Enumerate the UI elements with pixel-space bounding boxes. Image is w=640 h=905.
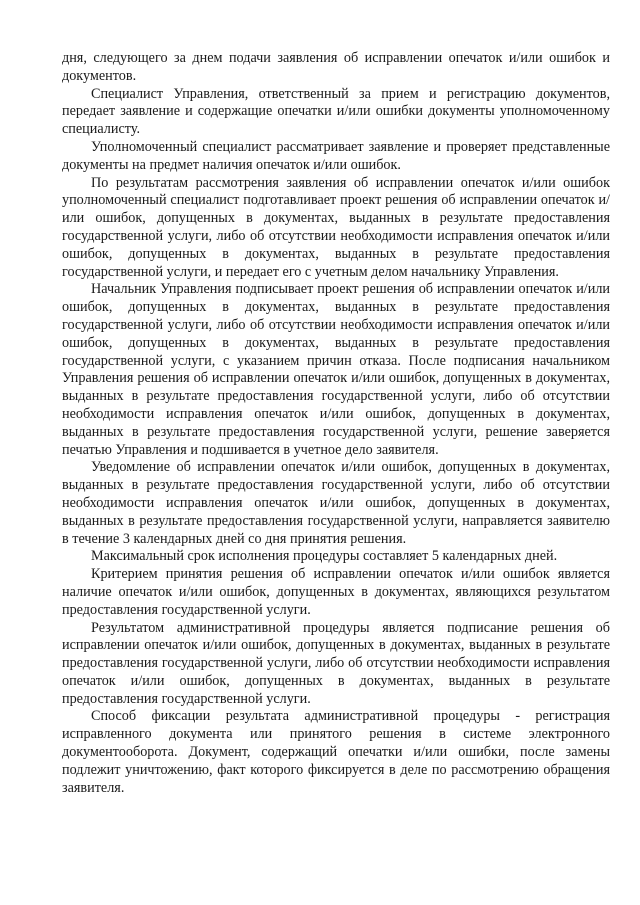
document-page [62, 50, 610, 797]
paragraph-continuation: дня, следующего за днем подачи заявления об исправлении опечаток и/или ошибок и документов. [62, 50, 610, 84]
paragraph-notification: Уведомление об исправлении опечаток и/или ошибок, допущенных в документах, выданных в результате предоставления государственной услуги, либо об отсутствии необходимости исправления опечаток и/или ошибок, допущенных в документах, выданных в результате предоставления государственной услуги, направляется заявителю в течение 3 календарных дней со дня принятия решения. [62, 459, 610, 547]
paragraph-review: Уполномоченный специалист рассматривает заявление и проверяет представленные документы на предмет наличия опечаток и/или ошибок. [62, 138, 610, 173]
paragraph-result: Результатом административной процедуры является подписание решения об исправлении опечаток и/или ошибок, допущенных в документах, выданных в результате предоставления государственной услуги, либо об отсутствии необходимости исправления опечаток и/или ошибок, допущенных в документах, выданных в результате предоставления государственной услуги. [62, 619, 610, 707]
paragraph-draft-decision: По результатам рассмотрения заявления об исправлении опечаток и/или ошибок уполномоченный специалист подготавливает проект решения об исправлении опечаток и/или ошибок, допущенных в документах, выданных в результате предоставления государственной услуги, либо об отсутствии необходимости исправления опечаток и/или ошибок, допущенных в документах, выданных в результате предоставления государственной услуги, и передает его с учетным делом начальнику Управления. [62, 174, 610, 280]
paragraph-criterion: Критерием принятия решения об исправлении опечаток и/или ошибок является наличие опечаток и/или ошибок, допущенных в документах, являющихся результатом предоставления государственной услуги. [62, 566, 610, 618]
paragraph-fixation-method: Способ фиксации результата административной процедуры - регистрация исправленного документа или принятого решения в системе электронного документооборота. Документ, содержащий опечатки и/или ошибки, после замены подлежит уничтожению, факт которого фиксируется в деле по рассмотрению обращения заявителя. [62, 708, 610, 796]
paragraph-max-term: Максимальный срок исполнения процедуры составляет 5 календарных дней. [91, 548, 558, 565]
paragraph-specialist-transfer: Специалист Управления, ответственный за прием и регистрацию документов, передает заявление и содержащие опечатки и/или ошибки документы уполномоченному специалисту. [62, 85, 610, 138]
paragraph-head-signs: Начальник Управления подписывает проект решения об исправлении опечаток и/или ошибок, допущенных в документах, выданных в результате предоставления государственной услуги, либо об отсутствии необходимости исправления опечаток и/или ошибок, допущенных в документах, выданных в результате предоставления государственной услуги, с указанием причин отказа. После подписания начальником Управления решения об исправлении опечаток и/или ошибок, допущенных в документах, выданных в результате предоставления государственной услуги, либо об отсутствии необходимости исправления опечаток и/или ошибок, допущенных в документах, выданных в результате предоставления государственной услуги, решение заверяется печатью Управления и подшивается в учетное дело заявителя. [62, 281, 610, 458]
